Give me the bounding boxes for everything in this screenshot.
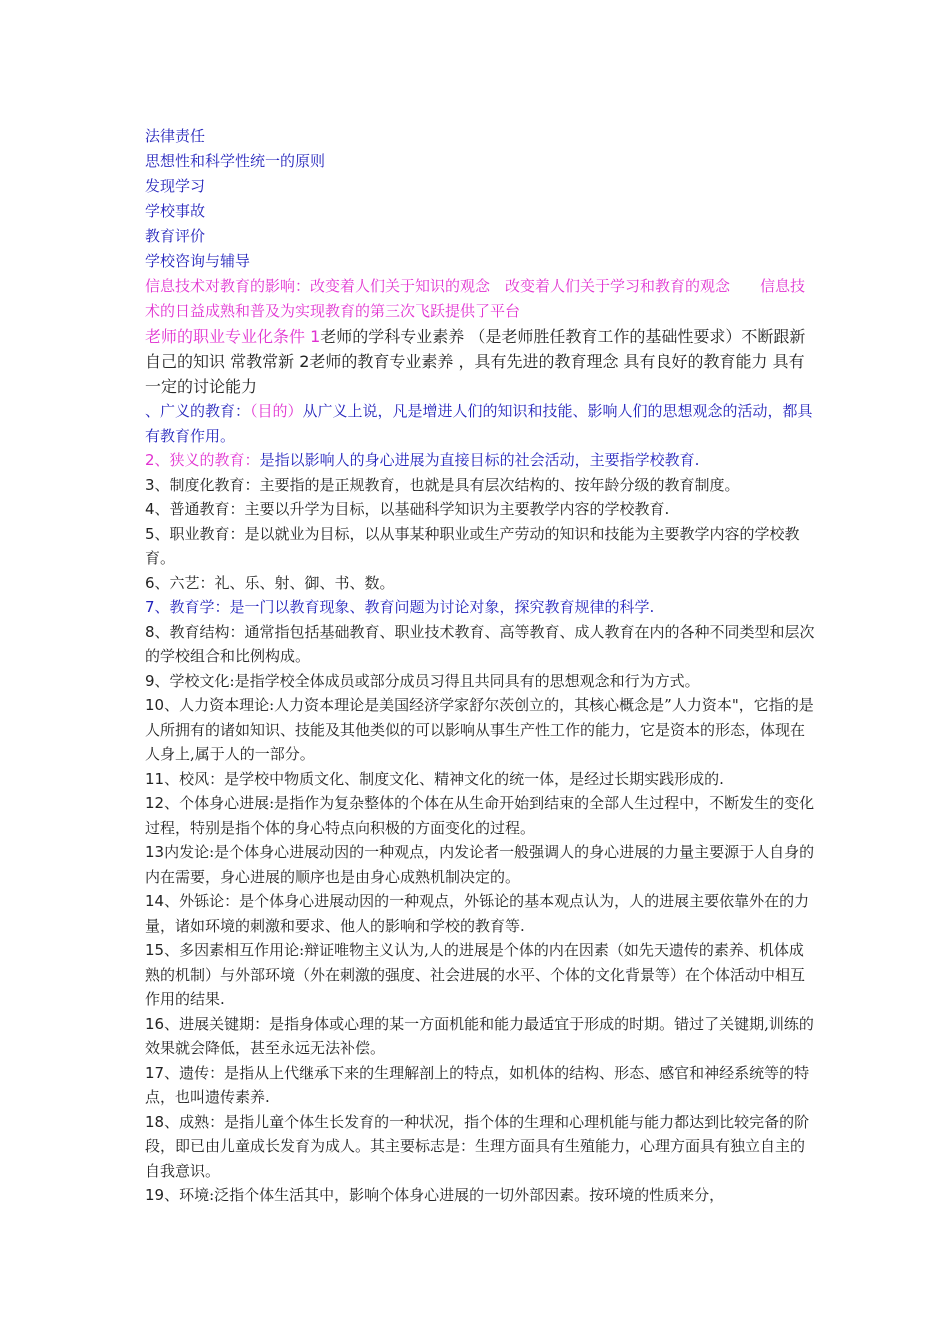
def2-label: 、狭义的教育： — [154, 451, 260, 469]
it-impact-paragraph: 信息技术对教育的影响：改变着人们关于知识的观念 改变着人们关于学习和教育的观念 信息技术的日益成熟和普及为实现教育的第三次飞跃提供了平台 — [145, 277, 806, 320]
def1-prefix: 、广义的教育： — [145, 402, 251, 420]
definition-item: 17、遗传：是指从上代继承下来的生理解剖上的特点，如机体的结构、形态、感官和神经系统等的特点，也叫遗传素养. — [145, 1063, 810, 1106]
definition-item: 5、职业教育：是以就业为目标，以从事某种职业或生产劳动的知识和技能为主要教学内容的学校教育。 — [145, 524, 800, 567]
def1-purpose: （目的） — [250, 402, 303, 420]
definition-item: 11、校风：是学校中物质文化、制度文化、精神文化的统一体，是经过长期实践形成的. — [145, 769, 724, 788]
teacher-pro-text: 老师的学科专业素养 （是老师胜任教育工作的基础性要求）不断跟新自己的知识 常教常新 — [145, 327, 806, 371]
definition-item: 3、制度化教育：主要指的是正规教育，也就是具有层次结构的、按年龄分级的教育制度。 — [145, 475, 740, 494]
definition-pedagogy: 7、教育学：是一门以教育现象、教育问题为讨论对象，探究教育规律的科学. — [145, 598, 655, 616]
term-unity-principle: 思想性和科学性统一的原则 — [145, 152, 326, 170]
definition-item: 15、多因素相互作用论:辩证唯物主义认为,人的进展是个体的内在因素（如先天遗传的素养、机体成熟的机制）与外部环境（外在刺激的强度、社会进展的水平、个体的文化背景等）在个体活动中相互作用的结果. — [145, 941, 806, 1008]
definition-item: 8、教育结构：通常指包括基础教育、职业技术教育、高等教育、成人教育在内的各种不同类型和层次的学校组合和比例构成。 — [145, 622, 815, 665]
definition-item: 4、普通教育：主要以升学为目标，以基础科学知识为主要教学内容的学校教育. — [145, 500, 670, 518]
term-legal-liability: 法律责任 — [145, 127, 206, 145]
term-list — [145, 124, 815, 274]
def2-num: 2 — [145, 451, 155, 469]
definitions-8-19 — [145, 620, 815, 1208]
term-discovery-learning: 发现学习 — [145, 177, 206, 195]
definition-item: 13内发论:是个体身心进展动因的一种观点，内发论者一般强调人的身心进展的力量主要源于人自身的内在需要，身心进展的顺序也是由身心成熟机制决定的。 — [145, 843, 815, 886]
definition-item: 14、外铄论：是个体身心进展动因的一种观点，外铄论的基本观点认为，人的进展主要依靠外在的力量，诸如环境的刺激和要求、他人的影响和学校的教育等. — [145, 892, 810, 935]
definition-item: 6、六艺：礼、乐、射、御、书、数。 — [145, 573, 395, 592]
definition-item: 18、成熟：是指儿童个体生长发育的一种状况，指个体的生理和心理机能与能力都达到比较完备的阶段，即已由儿童成长发育为成人。其主要标志是：生理方面具有生殖能力，心理方面具有独立自主的自我意识。 — [145, 1112, 810, 1180]
def2-text: 是指以影响人的身心进展为直接目标的社会活动，主要指学校教育. — [259, 451, 700, 469]
definition-broad-education — [145, 399, 815, 448]
definition-item: 10、人力资本理论:人力资本理论是美国经济学家舒尔茨创立的，其核心概念是”人力资本"，它指的是人所拥有的诸如知识、技能及其他类似的可以影响从事生产性工作的能力，它是资本的形态，体现在人身上,属于人的一部分。 — [145, 696, 814, 763]
definition-item: 9、学校文化:是指学校全体成员或部分成员习得且共同具有的思想观念和行为方式。 — [145, 671, 700, 690]
def1-text: 从广义上说，凡是增进人们的知识和技能、影响人们的思想观念的活动，都具有教育作用。 — [145, 402, 813, 445]
definition-item: 12、个体身心进展:是指作为复杂整体的个体在从生命开始到结束的全部人生过程中，不断发生的变化过程，特别是指个体的身心特点向积极的方面变化的过程。 — [145, 794, 815, 837]
definition-narrow-education — [145, 448, 815, 473]
document-body — [145, 124, 815, 1208]
teacher-pro-num2: 2 — [299, 352, 310, 371]
definitions-3-6 — [145, 473, 815, 596]
term-school-counseling: 学校咨询与辅导 — [145, 252, 251, 270]
term-education-evaluation: 教育评价 — [145, 227, 206, 245]
definition-item: 19、环境:泛指个体生活其中，影响个体身心进展的一切外部因素。按环境的性质来分， — [145, 1186, 725, 1204]
teacher-professionalization-paragraph — [145, 324, 815, 399]
definition-item: 16、进展关键期：是指身体或心理的某一方面机能和能力最适宜于形成的时期。错过了关键期,训练的效果就会降低，甚至永远无法补偿。 — [145, 1014, 814, 1057]
teacher-pro-text2: 老师的教育专业素养 ，具有先进的教育理念 具有良好的教育能力 具有一定的讨论能力 — [145, 352, 805, 396]
term-school-accident: 学校事故 — [145, 202, 206, 220]
teacher-pro-num1: 1 — [310, 327, 321, 346]
teacher-pro-label: 老师的职业专业化条件 — [145, 327, 306, 346]
